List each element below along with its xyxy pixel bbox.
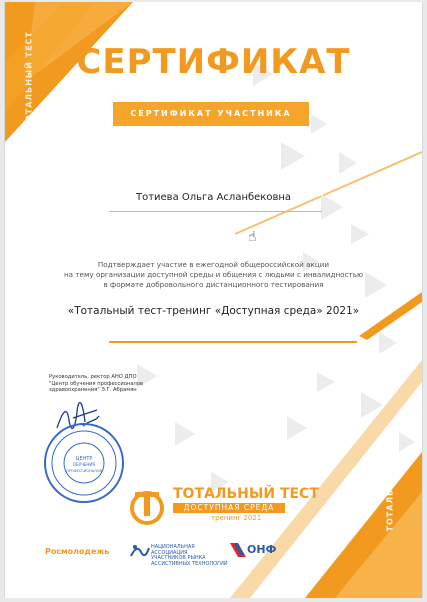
- national-association-logo-icon: [129, 542, 151, 560]
- total-test-logo-icon: [127, 488, 167, 528]
- body-line-2: на тему организации доступной среды и общения с людьми с инвалидностью: [63, 270, 363, 279]
- hand-cursor-icon: ☝: [248, 229, 257, 245]
- side-banner-text-right: ТОТАЛЬНЫЙ ТЕСТ: [385, 434, 395, 532]
- nat-assoc-line-3: АССИСТИВНЫХ ТЕХНОЛОГИЙ: [151, 560, 228, 567]
- total-test-logo-year: тренинг 2021: [211, 514, 262, 522]
- signer-line-2: "Центр обучения профессионалов: [49, 380, 144, 387]
- signer-line-1: Руководитель, ректор АНО ДПО: [49, 374, 137, 380]
- recipient-name: Тотиева Ольга Асланбековна: [135, 192, 292, 203]
- certificate-body-text: [35, 260, 392, 290]
- onf-logo: ОНФ: [247, 543, 277, 556]
- certificate-subtitle-banner: СЕРТИФИКАТ УЧАСТНИКА: [113, 102, 309, 126]
- certificate-title: СЕРТИФИКАТ: [76, 42, 351, 82]
- svg-text:ЦЕНТР: ЦЕНТР: [75, 456, 93, 462]
- rosmolodezh-logo: Росмолодежь: [45, 547, 110, 556]
- onf-flag-icon: [230, 543, 246, 557]
- nat-assoc-line-1: НАЦИОНАЛЬНАЯ АССОЦИАЦИЯ: [151, 544, 195, 556]
- svg-text:ПРОФЕССИОНАЛОВ: ПРОФЕССИОНАЛОВ: [66, 469, 102, 473]
- national-association-text: [151, 545, 231, 567]
- certificate-page: [4, 2, 423, 598]
- total-test-logo-title: ТОТАЛЬНЫЙ ТЕСТ: [173, 486, 319, 502]
- side-banner-text-left: ТОТАЛЬНЫЙ ТЕСТ: [24, 31, 34, 129]
- official-stamp: [43, 422, 125, 504]
- body-line-3: в формате добровольного дистанционного тестирования: [103, 280, 324, 289]
- total-test-logo-sub: ДОСТУПНАЯ СРЕДА: [173, 503, 285, 513]
- name-underline: [109, 211, 322, 212]
- svg-text:ОБУЧЕНИЯ: ОБУЧЕНИЯ: [72, 462, 96, 467]
- event-name: «Тотальный тест-тренинг «Доступная среда» 2021»: [67, 305, 360, 317]
- signer-line-3: здравоохранения" Э.Г. Абрамян: [49, 387, 137, 394]
- nat-assoc-line-2: УЧАСТНИКОВ РЫНКА: [151, 555, 206, 561]
- signer-block: [49, 374, 159, 394]
- body-line-1: Подтверждает участие в ежегодной общероссийской акции: [97, 260, 330, 269]
